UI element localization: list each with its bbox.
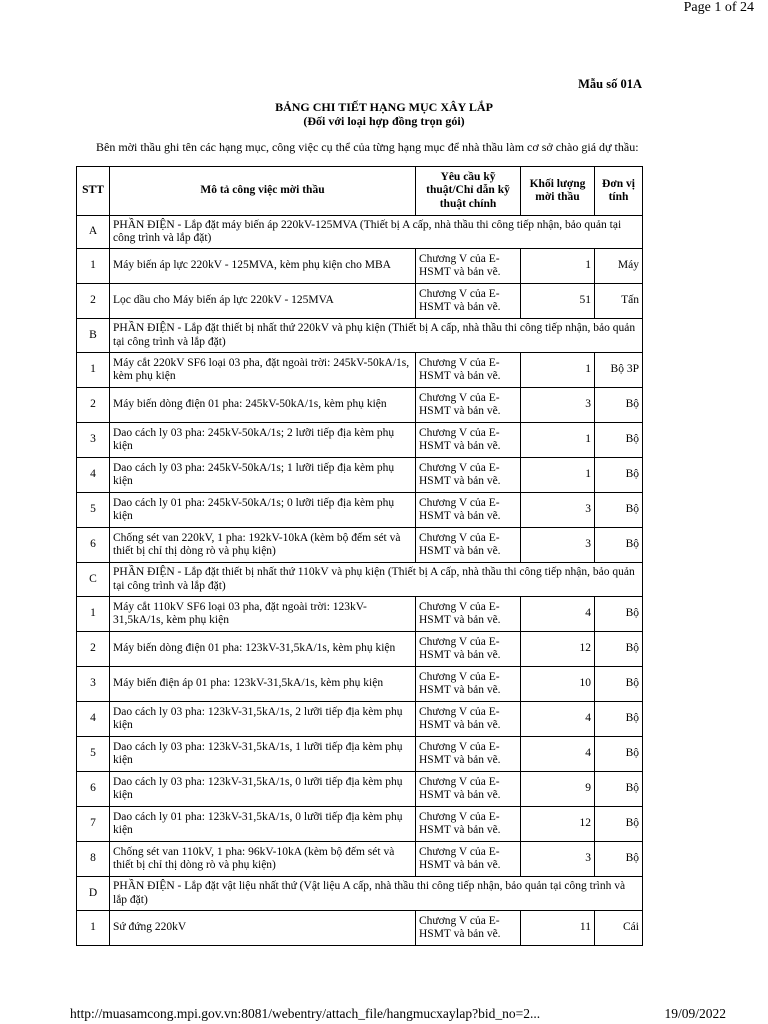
row-quantity: 3 xyxy=(521,388,595,423)
row-stt: 1 xyxy=(77,911,110,946)
section-stt: A xyxy=(77,216,110,249)
row-stt: 7 xyxy=(77,807,110,842)
header-quantity: Khối lượng mời thầu xyxy=(521,167,595,216)
row-unit: Bộ xyxy=(595,388,643,423)
row-stt: 2 xyxy=(77,284,110,319)
table-row xyxy=(77,493,643,528)
table-row xyxy=(77,388,643,423)
row-requirement: Chương V của E-HSMT và bản vẽ. xyxy=(416,284,521,319)
section-description: PHẦN ĐIỆN - Lắp đặt thiết bị nhất thứ 220kV và phụ kiện (Thiết bị A cấp, nhà thầu thi công tiếp nhận, bảo quản tại công trình và lắp đặt) xyxy=(110,319,643,353)
row-description: Máy cắt 110kV SF6 loại 03 pha, đặt ngoài trời: 123kV-31,5kA/1s, kèm phụ kiện xyxy=(110,597,416,632)
row-quantity: 4 xyxy=(521,737,595,772)
section-description: PHẦN ĐIỆN - Lắp đặt vật liệu nhất thứ (Vật liệu A cấp, nhà thầu thi công tiếp nhận, bảo quản tại công trình và lắp đặt) xyxy=(110,877,643,911)
row-requirement: Chương V của E-HSMT và bản vẽ. xyxy=(416,493,521,528)
row-unit: Bộ xyxy=(595,702,643,737)
row-requirement: Chương V của E-HSMT và bản vẽ. xyxy=(416,597,521,632)
row-description: Dao cách ly 01 pha: 123kV-31,5kA/1s, 0 lưỡi tiếp địa kèm phụ kiện xyxy=(110,807,416,842)
row-requirement: Chương V của E-HSMT và bản vẽ. xyxy=(416,911,521,946)
row-requirement: Chương V của E-HSMT và bản vẽ. xyxy=(416,667,521,702)
row-description: Sứ đứng 220kV xyxy=(110,911,416,946)
row-stt: 2 xyxy=(77,632,110,667)
row-quantity: 11 xyxy=(521,911,595,946)
row-description: Chống sét van 110kV, 1 pha: 96kV-10kA (kèm bộ đếm sét và thiết bị chỉ thị dòng rò và phụ kiện) xyxy=(110,842,416,877)
row-unit: Bộ xyxy=(595,423,643,458)
document-subtitle: (Đối với loại hợp đồng trọn gói) xyxy=(303,114,465,128)
row-unit: Bộ xyxy=(595,842,643,877)
row-requirement: Chương V của E-HSMT và bản vẽ. xyxy=(416,388,521,423)
table-row xyxy=(77,528,643,563)
table-row xyxy=(77,284,643,319)
row-description: Máy biến dòng điện 01 pha: 123kV-31,5kA/1s, kèm phụ kiện xyxy=(110,632,416,667)
row-quantity: 3 xyxy=(521,493,595,528)
row-quantity: 12 xyxy=(521,807,595,842)
row-description: Chống sét van 220kV, 1 pha: 192kV-10kA (kèm bộ đếm sét và thiết bị chỉ thị dòng rò và phụ kiện) xyxy=(110,528,416,563)
row-unit: Bộ xyxy=(595,458,643,493)
table-row xyxy=(77,458,643,493)
row-unit: Bộ 3P xyxy=(595,353,643,388)
section-description: PHẦN ĐIỆN - Lắp đặt thiết bị nhất thứ 110kV và phụ kiện (Thiết bị A cấp, nhà thầu thi công tiếp nhận, bảo quản tại công trình và lắp đặt) xyxy=(110,563,643,597)
row-stt: 3 xyxy=(77,423,110,458)
row-unit: Bộ xyxy=(595,667,643,702)
row-quantity: 3 xyxy=(521,842,595,877)
table-row xyxy=(77,842,643,877)
table-row xyxy=(77,772,643,807)
row-description: Máy biến điện áp 01 pha: 123kV-31,5kA/1s, kèm phụ kiện xyxy=(110,667,416,702)
table-header-row xyxy=(77,167,643,216)
row-description: Máy biến dòng điện 01 pha: 245kV-50kA/1s, kèm phụ kiện xyxy=(110,388,416,423)
row-requirement: Chương V của E-HSMT và bản vẽ. xyxy=(416,249,521,284)
row-stt: 1 xyxy=(77,249,110,284)
row-quantity: 4 xyxy=(521,597,595,632)
row-description: Dao cách ly 03 pha: 123kV-31,5kA/1s, 1 lưỡi tiếp địa kèm phụ kiện xyxy=(110,737,416,772)
row-unit: Bộ xyxy=(595,493,643,528)
row-description: Dao cách ly 03 pha: 123kV-31,5kA/1s, 0 lưỡi tiếp địa kèm phụ kiện xyxy=(110,772,416,807)
row-stt: 3 xyxy=(77,667,110,702)
table-row xyxy=(77,353,643,388)
header-description: Mô tả công việc mời thầu xyxy=(110,167,416,216)
section-stt: B xyxy=(77,319,110,353)
row-stt: 2 xyxy=(77,388,110,423)
row-requirement: Chương V của E-HSMT và bản vẽ. xyxy=(416,458,521,493)
section-description: PHẦN ĐIỆN - Lắp đặt máy biến áp 220kV-125MVA (Thiết bị A cấp, nhà thầu thi công tiếp nhận, bảo quản tại công trình và lắp đặt) xyxy=(110,216,643,249)
row-description: Máy cắt 220kV SF6 loại 03 pha, đặt ngoài trời: 245kV-50kA/1s, kèm phụ kiện xyxy=(110,353,416,388)
row-requirement: Chương V của E-HSMT và bản vẽ. xyxy=(416,353,521,388)
row-quantity: 12 xyxy=(521,632,595,667)
row-quantity: 10 xyxy=(521,667,595,702)
section-row xyxy=(77,216,643,249)
row-requirement: Chương V của E-HSMT và bản vẽ. xyxy=(416,423,521,458)
row-quantity: 51 xyxy=(521,284,595,319)
row-unit: Bộ xyxy=(595,737,643,772)
table-row xyxy=(77,702,643,737)
table-row xyxy=(77,597,643,632)
footer-date: 19/09/2022 xyxy=(664,1006,726,1021)
form-number: Mẫu số 01A xyxy=(578,77,642,91)
row-quantity: 1 xyxy=(521,353,595,388)
table-row xyxy=(77,249,643,284)
page-number: Page 1 of 24 xyxy=(683,0,754,15)
header-unit: Đơn vị tính xyxy=(595,167,643,216)
table-row xyxy=(77,807,643,842)
row-stt: 8 xyxy=(77,842,110,877)
row-stt: 6 xyxy=(77,772,110,807)
row-stt: 4 xyxy=(77,458,110,493)
footer-url: http://muasamcong.mpi.gov.vn:8081/webentry/attach_file/hangmucxaylap?bid_no=2... xyxy=(70,1006,541,1021)
row-quantity: 1 xyxy=(521,458,595,493)
row-description: Dao cách ly 03 pha: 123kV-31,5kA/1s, 2 lưỡi tiếp địa kèm phụ kiện xyxy=(110,702,416,737)
row-unit: Bộ xyxy=(595,772,643,807)
row-stt: 6 xyxy=(77,528,110,563)
row-description: Máy biến áp lực 220kV - 125MVA, kèm phụ kiện cho MBA xyxy=(110,249,416,284)
bid-items-table xyxy=(76,166,643,946)
row-quantity: 1 xyxy=(521,423,595,458)
row-quantity: 4 xyxy=(521,702,595,737)
row-unit: Cái xyxy=(595,911,643,946)
row-unit: Bộ xyxy=(595,807,643,842)
row-quantity: 3 xyxy=(521,528,595,563)
header-requirement: Yêu cầu kỹ thuật/Chỉ dẫn kỹ thuật chính xyxy=(416,167,521,216)
row-unit: Bộ xyxy=(595,528,643,563)
row-unit: Bộ xyxy=(595,597,643,632)
row-quantity: 9 xyxy=(521,772,595,807)
row-unit: Tấn xyxy=(595,284,643,319)
row-unit: Bộ xyxy=(595,632,643,667)
section-row xyxy=(77,877,643,911)
row-stt: 5 xyxy=(77,737,110,772)
section-stt: D xyxy=(77,877,110,911)
section-row xyxy=(77,563,643,597)
row-quantity: 1 xyxy=(521,249,595,284)
document-title: BẢNG CHI TIẾT HẠNG MỤC XÂY LẮP xyxy=(275,100,493,114)
row-stt: 1 xyxy=(77,597,110,632)
section-row xyxy=(77,319,643,353)
row-requirement: Chương V của E-HSMT và bản vẽ. xyxy=(416,737,521,772)
section-stt: C xyxy=(77,563,110,597)
row-requirement: Chương V của E-HSMT và bản vẽ. xyxy=(416,528,521,563)
row-requirement: Chương V của E-HSMT và bản vẽ. xyxy=(416,842,521,877)
table-row xyxy=(77,423,643,458)
row-requirement: Chương V của E-HSMT và bản vẽ. xyxy=(416,772,521,807)
row-stt: 5 xyxy=(77,493,110,528)
row-requirement: Chương V của E-HSMT và bản vẽ. xyxy=(416,632,521,667)
intro-text: Bên mời thầu ghi tên các hạng mục, công việc cụ thể của từng hạng mục để nhà thầu làm cơ sở chào giá dự thầu: xyxy=(96,140,639,154)
table-row xyxy=(77,737,643,772)
row-description: Dao cách ly 03 pha: 245kV-50kA/1s; 2 lưỡi tiếp địa kèm phụ kiện xyxy=(110,423,416,458)
row-description: Dao cách ly 03 pha: 245kV-50kA/1s; 1 lưỡi tiếp địa kèm phụ kiện xyxy=(110,458,416,493)
table-row xyxy=(77,911,643,946)
row-unit: Máy xyxy=(595,249,643,284)
row-description: Dao cách ly 01 pha: 245kV-50kA/1s; 0 lưỡi tiếp địa kèm phụ kiện xyxy=(110,493,416,528)
row-stt: 1 xyxy=(77,353,110,388)
table-row xyxy=(77,667,643,702)
row-requirement: Chương V của E-HSMT và bản vẽ. xyxy=(416,702,521,737)
row-stt: 4 xyxy=(77,702,110,737)
row-requirement: Chương V của E-HSMT và bản vẽ. xyxy=(416,807,521,842)
row-description: Lọc dầu cho Máy biến áp lực 220kV - 125MVA xyxy=(110,284,416,319)
header-stt: STT xyxy=(77,167,110,216)
table-row xyxy=(77,632,643,667)
